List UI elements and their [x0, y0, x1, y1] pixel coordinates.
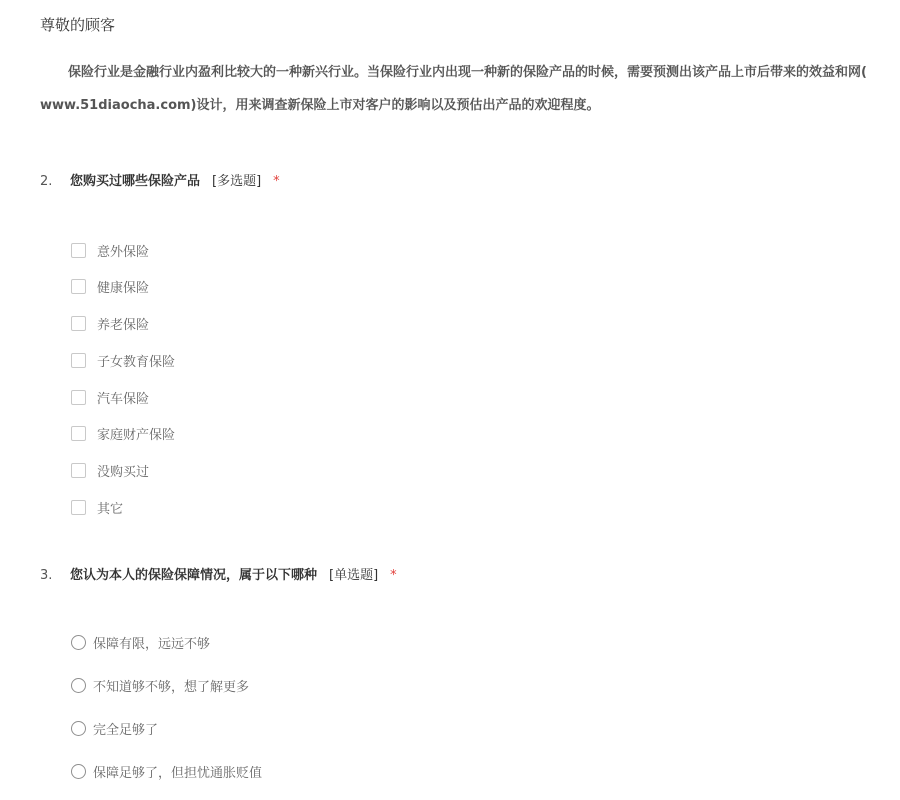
checkbox[interactable]: [71, 500, 86, 515]
option-label: 健康保险: [97, 280, 150, 296]
question-title: 您购买过哪些保险产品: [70, 174, 201, 189]
option-property-insurance[interactable]: [71, 424, 175, 442]
option-fully-covered[interactable]: [71, 719, 158, 737]
checkbox[interactable]: [71, 463, 86, 478]
checkbox[interactable]: [71, 243, 86, 258]
option-label: 其它: [97, 501, 124, 517]
required-asterisk: *: [273, 174, 280, 189]
required-asterisk: *: [390, 568, 397, 583]
option-label: 家庭财产保险: [97, 427, 176, 443]
option-covered-inflation-worry[interactable]: [71, 762, 262, 780]
checkbox[interactable]: [71, 316, 86, 331]
option-education-insurance[interactable]: [71, 351, 175, 369]
option-label: 子女教育保险: [97, 354, 176, 370]
option-label: 完全足够了: [93, 722, 159, 738]
checkbox[interactable]: [71, 426, 86, 441]
question-number: 2.: [40, 174, 53, 189]
checkbox[interactable]: [71, 279, 86, 294]
radio-button[interactable]: [71, 764, 86, 779]
question-type-label: [单选题]: [329, 568, 379, 583]
option-label: 不知道够不够，想了解更多: [93, 679, 250, 695]
option-label: 保障足够了，但担忧通胀贬值: [93, 765, 263, 781]
option-other[interactable]: [71, 498, 123, 516]
greeting-heading: 尊敬的顾客: [40, 16, 116, 34]
option-never-bought[interactable]: [71, 461, 149, 479]
question-type-label: [多选题]: [212, 174, 262, 189]
option-auto-insurance[interactable]: [71, 388, 149, 406]
option-health-insurance[interactable]: [71, 277, 149, 295]
option-label: 汽车保险: [97, 391, 150, 407]
checkbox[interactable]: [71, 390, 86, 405]
checkbox[interactable]: [71, 353, 86, 368]
introduction-text: 保险行业是金融行业内盈利比较大的一种新兴行业。当保险行业内出现一种新的保险产品的时候，需要预测出该产品上市后带来的效益和网( www.51diaocha.com)设计，用来调查新保险上市对客户的影响以及预估出产品的欢迎程度。: [40, 65, 893, 113]
question-3-header: [40, 564, 397, 583]
radio-button[interactable]: [71, 678, 86, 693]
survey-introduction: [40, 56, 900, 122]
option-pension-insurance[interactable]: [71, 314, 149, 332]
question-number: 3.: [40, 568, 53, 583]
option-label: 保障有限，远远不够: [93, 636, 211, 652]
option-label: 养老保险: [97, 317, 150, 333]
option-label: 没购买过: [97, 464, 150, 480]
radio-button[interactable]: [71, 635, 86, 650]
option-unsure-coverage[interactable]: [71, 676, 249, 694]
option-label: 意外保险: [97, 244, 150, 260]
question-2-header: [40, 170, 280, 189]
radio-button[interactable]: [71, 721, 86, 736]
option-limited-coverage[interactable]: [71, 633, 210, 651]
question-title: 您认为本人的保险保障情况，属于以下哪种: [70, 568, 318, 583]
option-accident-insurance[interactable]: [71, 241, 149, 259]
